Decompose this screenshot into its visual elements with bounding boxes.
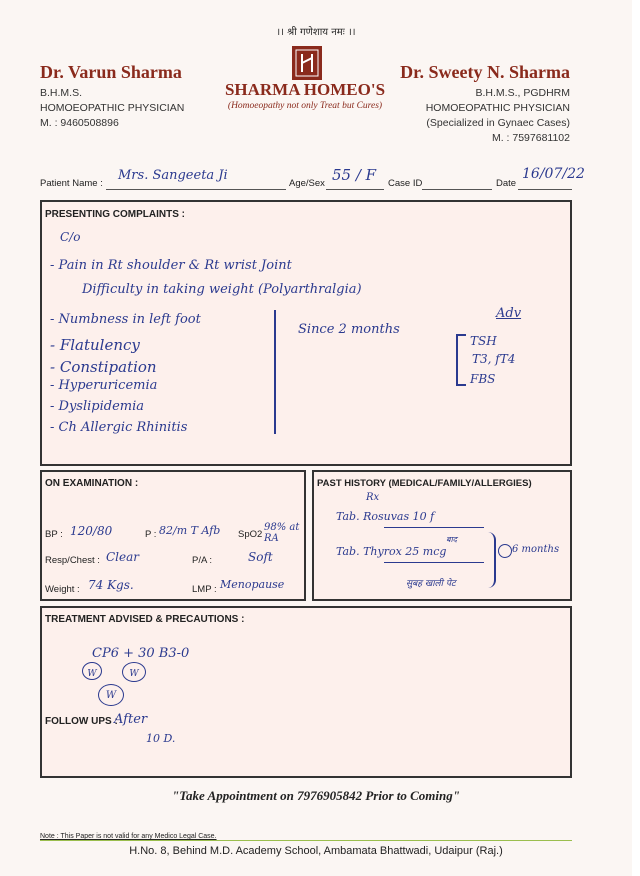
follow-ups-label: FOLLOW UPS : <box>45 716 118 727</box>
clinic-tagline: (Homoeopathy not only Treat but Cures) <box>227 101 383 111</box>
complaints-rx-mark: C/o <box>60 230 81 244</box>
treatment-circle-2-text: W <box>129 669 139 679</box>
age-sex-line <box>326 188 384 190</box>
lmp-label: LMP : <box>192 584 217 595</box>
advice-bracket <box>456 334 466 386</box>
appointment-quote: "Take Appointment on 7976905842 Prior to Coming" <box>172 788 460 803</box>
follow-ups-value: After <box>114 712 148 727</box>
right-doctor-specialization: (Specialized in Gynaec Cases) <box>426 117 570 129</box>
legal-note: Note : This Paper is not valid for any Medico Legal Case. <box>40 833 217 840</box>
spo2-value: 98% at RA <box>264 522 300 544</box>
pa-value: Soft <box>248 550 273 564</box>
right-doctor-block <box>400 62 570 146</box>
history-hindi-note-1: बाद <box>446 535 457 544</box>
treatment-title: TREATMENT ADVISED & PRECAUTIONS : <box>45 614 245 625</box>
patient-name-value: Mrs. Sangeeta Ji <box>118 168 228 183</box>
date-value: 16/07/22 <box>522 166 585 182</box>
patient-name-label: Patient Name : <box>40 178 103 189</box>
history-rx-mark: Rx <box>366 492 380 503</box>
treatment-circle-2 <box>122 662 146 682</box>
patient-name-line <box>106 188 286 190</box>
complaint-line: - Ch Allergic Rhinitis <box>50 420 188 435</box>
resp-chest-label: Resp/Chest : <box>45 555 100 566</box>
treatment-circle-1-text: W <box>87 669 97 679</box>
clinic-name: SHARMA HOMEO'S <box>224 80 386 99</box>
history-underline <box>384 527 484 528</box>
history-bracket <box>486 532 496 588</box>
treatment-circle-1 <box>82 662 102 680</box>
left-doctor-degree: B.H.M.S. <box>40 87 83 99</box>
advice-item: T3, fT4 <box>472 352 516 366</box>
left-doctor-title: HOMOEOPATHIC PHYSICIAN <box>40 102 185 114</box>
case-id-label: Case ID <box>388 178 423 189</box>
treatment-circle-3-text: W <box>105 690 117 701</box>
complaint-line: Difficulty in taking weight (Polyarthralgia) <box>82 282 362 297</box>
examination-box <box>40 470 306 601</box>
history-line: Tab. Rosuvas 10 f <box>336 510 435 523</box>
bp-value: 120/80 <box>70 524 113 538</box>
spo2-label: SpO2 <box>238 529 263 540</box>
complaint-line: - Numbness in left foot <box>50 312 201 327</box>
left-doctor-block <box>40 62 184 131</box>
presenting-complaints-box <box>40 200 572 466</box>
page-edge <box>632 0 640 876</box>
right-doctor-degree: B.H.M.S., PGDHRM <box>475 87 570 99</box>
age-sex-value: 55 / F <box>332 166 377 184</box>
treatment-circle-3 <box>98 684 124 706</box>
clinic-address: H.No. 8, Behind M.D. Academy School, Ambamata Bhattwadi, Udaipur (Raj.) <box>129 845 503 857</box>
lmp-value: Menopause <box>220 578 285 591</box>
follow-ups-value-2: 10 D. <box>146 732 176 745</box>
complaint-line: - Hyperuricemia <box>50 378 158 393</box>
past-history-box <box>312 470 572 601</box>
complaint-line: - Flatulency <box>50 336 140 354</box>
presenting-complaints-title: PRESENTING COMPLAINTS : <box>45 209 186 220</box>
complaint-line: - Constipation <box>50 358 157 376</box>
right-doctor-title: HOMOEOPATHIC PHYSICIAN <box>425 102 570 114</box>
history-underline <box>384 562 484 563</box>
history-circle <box>498 544 512 558</box>
weight-value: 74 Kgs. <box>88 578 134 592</box>
examination-title: ON EXAMINATION : <box>45 478 139 489</box>
history-line: Tab. Thyrox 25 mcg <box>336 545 447 558</box>
footer-divider <box>40 840 572 841</box>
age-sex-label: Age/Sex <box>289 178 325 189</box>
advice-title: Adv <box>496 306 522 321</box>
past-history-title: PAST HISTORY (MEDICAL/FAMILY/ALLERGIES) <box>317 478 532 489</box>
clinic-logo-icon <box>292 46 322 80</box>
complaints-duration: Since 2 months <box>298 322 400 337</box>
complaints-bracket <box>274 310 276 434</box>
history-hindi-note-2: सुबह खाली पेट <box>406 579 456 589</box>
pa-label: P/A : <box>192 555 213 566</box>
pulse-label: P : <box>145 529 157 540</box>
right-doctor-mobile: M. : 7597681102 <box>491 132 570 144</box>
pulse-value: 82/m T Afb <box>159 524 221 537</box>
left-doctor-name: Dr. Varun Sharma <box>40 62 182 82</box>
header-mantra: ।। श्री गणेशाय नमः ।। <box>276 27 356 38</box>
advice-item: TSH <box>470 334 497 348</box>
complaint-line: - Pain in Rt shoulder & Rt wrist Joint <box>50 258 292 273</box>
advice-item: FBS <box>470 372 496 386</box>
history-duration: 6 months <box>512 544 560 555</box>
right-doctor-name: Dr. Sweety N. Sharma <box>400 62 570 82</box>
bp-label: BP : <box>45 529 63 540</box>
treatment-rx-line: CP6 + 30 B3-0 <box>92 646 190 661</box>
complaint-line: - Dyslipidemia <box>50 399 145 414</box>
date-label: Date <box>496 178 517 189</box>
resp-chest-value: Clear <box>106 550 140 564</box>
weight-label: Weight : <box>45 584 80 595</box>
case-id-line <box>422 188 492 190</box>
left-doctor-mobile: M. : 9460508896 <box>40 117 119 129</box>
date-line <box>518 188 572 190</box>
treatment-box <box>40 606 572 778</box>
